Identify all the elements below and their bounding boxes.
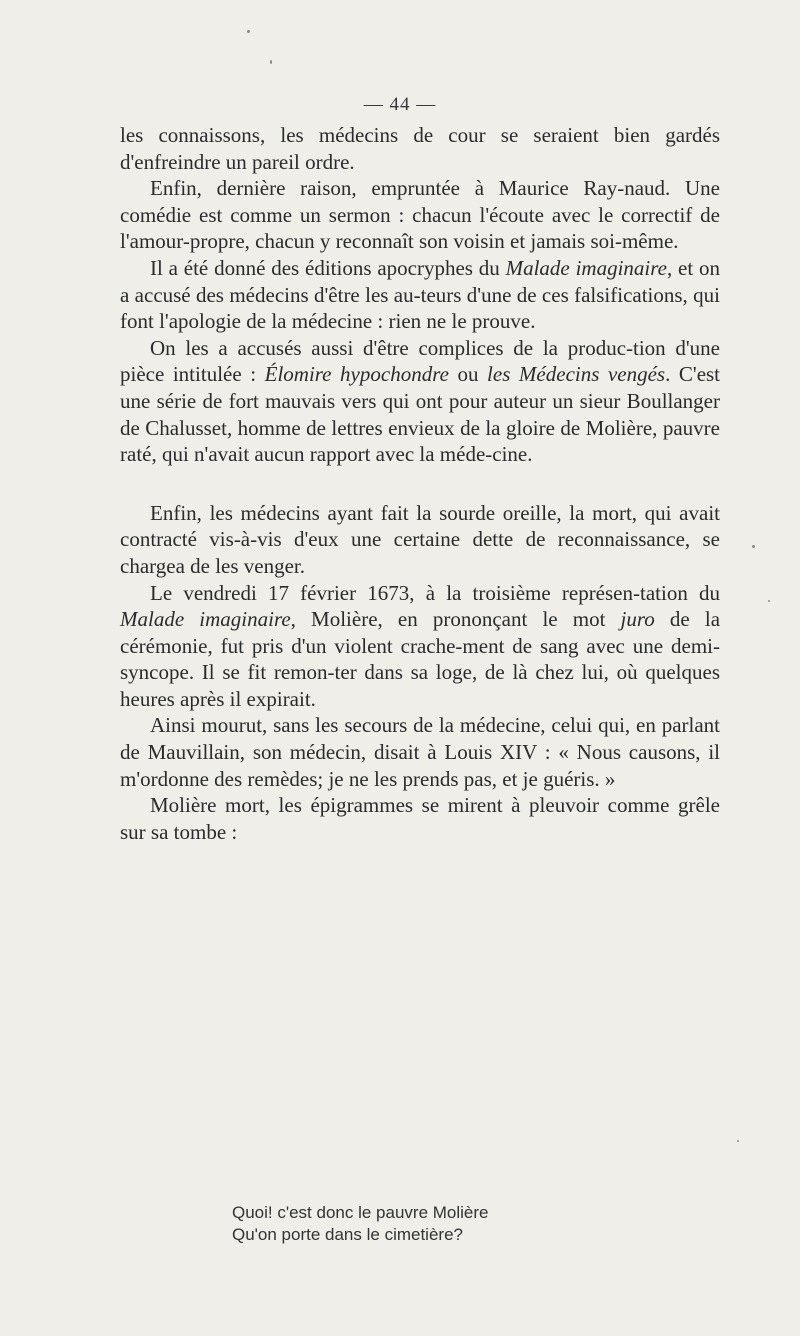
epigram-verse	[232, 1202, 489, 1246]
paragraph-4-text-c: . C'est une série de fort mauvais vers qui ont pour auteur un sieur Boullanger de Chalusset, homme de lettres envieux de la gloire de Molière, pauvre raté, qui n'avait aucun rapport avec la méde-cine.	[120, 362, 721, 467]
paper-speck	[270, 60, 272, 64]
paragraph-6	[120, 580, 720, 713]
paper-speck	[247, 30, 250, 33]
title-medecins-venges: les Médecins vengés	[487, 362, 666, 387]
paragraph-6-text-a: Le vendredi 17 février 1673, à la troisième représen-tation du	[150, 580, 720, 605]
paragraph-6-text-b: , Molière, en prononçant le mot	[290, 607, 621, 632]
verse-line-1: Quoi! c'est donc le pauvre Molière	[232, 1203, 489, 1222]
title-malade-imaginaire-2: Malade imaginaire	[120, 607, 291, 632]
title-malade-imaginaire: Malade imaginaire	[505, 255, 667, 280]
paragraph-3-text-b: , et on a accusé des médecins d'être les au-teurs d'une de ces falsifications, qui font l'apologie de la médecine : rien ne le prouve.	[120, 255, 721, 334]
paragraph-4-text-a: On les a accusés aussi d'être complices de la produc-tion d'une pièce intitulée :	[120, 335, 720, 387]
paragraph-4	[120, 335, 720, 468]
paragraph-4-text-b: ou	[448, 362, 488, 387]
page-number: — 44 —	[363, 94, 437, 115]
body-text	[120, 122, 720, 845]
paragraph-8: Molière mort, les épigrammes se mirent à pleuvoir comme grêle sur sa tombe :	[120, 793, 720, 844]
paragraph-5: Enfin, les médecins ayant fait la sourde oreille, la mort, qui avait contracté vis-à-vis d'eux une certaine dette de reconnaissance, se chargea de les venger.	[120, 500, 720, 578]
paper-speck	[737, 1140, 739, 1142]
paragraph-6-text-c: de la cérémonie, fut pris d'un violent crache-ment de sang avec une demi-syncope. Il se fit remon-ter dans sa loge, de là chez lui, où quelques heures après il expirait.	[120, 607, 721, 711]
paragraph-3	[120, 255, 720, 335]
paper-speck	[752, 545, 755, 548]
paragraph-1: les connaissons, les médecins de cour se seraient bien gardés d'enfreindre un pareil ordre.	[120, 123, 720, 174]
paragraph-3-text-a: Il a été donné des éditions apocryphes du	[150, 255, 506, 280]
paragraph-7: Ainsi mourut, sans les secours de la médecine, celui qui, en parlant de Mauvillain, son médecin, disait à Louis XIV : « Nous causons, il m'ordonne des remèdes; je ne les prends pas, et je guéris. »	[120, 713, 720, 791]
word-juro: juro	[620, 607, 655, 632]
verse-line-2: Qu'on porte dans le cimetière?	[232, 1225, 463, 1244]
paragraph-2: Enfin, dernière raison, empruntée à Maurice Ray-naud. Une comédie est comme un sermon : chacun l'écoute avec le correctif de l'amour-propre, chacun y reconnaît son voisin et jamais soi-même.	[120, 176, 720, 254]
title-elomire: Élomire hypochondre	[264, 362, 449, 387]
paper-speck	[768, 600, 770, 602]
